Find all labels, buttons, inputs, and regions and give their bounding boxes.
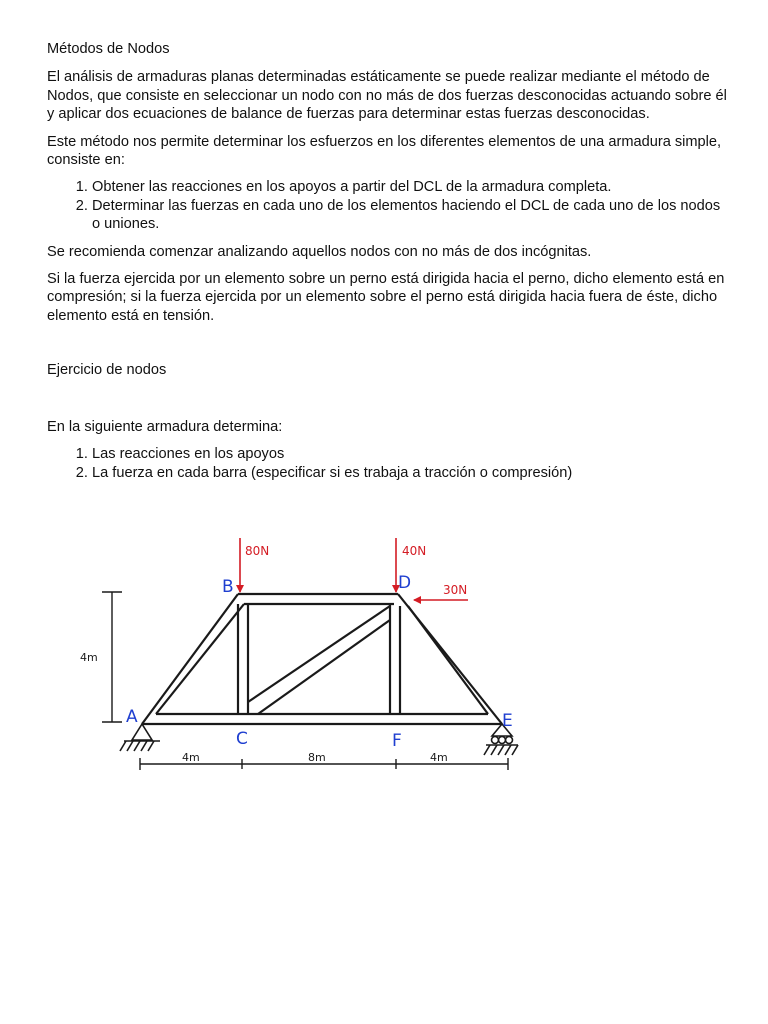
load-d-horizontal-label: 30N [443,583,468,597]
tasks-list [47,445,727,482]
height-dimension [102,592,122,722]
dim-height-label: 4m [80,651,98,664]
section-title-metodos: Métodos de Nodos [47,41,170,57]
document-page [47,40,727,491]
steps-list [47,178,727,233]
node-label-e: E [502,711,513,731]
node-label-f: F [392,731,402,751]
support-e [484,724,518,755]
truss-diagram [80,522,576,792]
member-de-inner [408,606,488,714]
node-label-c: C [236,729,248,749]
member-cd-lower [258,620,390,714]
list-item: 1. Las reacciones en los apoyos [92,445,727,463]
paragraph-exercise-intro: En la siguiente armadura determina: [47,418,283,435]
truss-members [142,594,502,724]
list-item: 2. La fuerza en cada barra (especificar si es trabaja a tracción o compresión) [92,464,727,482]
load-d-label: 40N [402,544,427,558]
node-label-a: A [126,707,138,727]
paragraph-recommendation: Se recomienda comenzar analizando aquellos nodos con no más de dos incógnitas. [47,243,592,260]
dim-ac-label: 4m [182,751,200,764]
support-a [120,724,160,751]
member-cd-upper [248,606,390,702]
dim-cf-label: 8m [308,751,326,764]
member-ab-outer [142,594,238,724]
paragraph-method: Este método nos permite determinar los esfuerzos en los diferentes elementos de una armadura simple, consiste en: [47,133,722,169]
load-b-label: 80N [245,544,270,558]
list-item: 2. Determinar las fuerzas en cada uno de los elementos haciendo el DCL de cada uno de los nodos o uniones. [92,197,727,234]
node-label-b: B [222,577,234,597]
dim-fe-label: 4m [430,751,448,764]
member-ab-inner [156,604,244,714]
paragraph-compression-tension: Si la fuerza ejercida por un elemento sobre un perno está dirigida hacia el perno, dicho elemento está en compresión; si la fuerza ejercida por un elemento sobre el perno está dirigida hacia fuera de éste, dicho elemento está en tensión. [47,271,725,324]
section-title-ejercicio: Ejercicio de nodos [47,362,167,379]
node-label-d: D [398,573,412,593]
paragraph-intro: El análisis de armaduras planas determinadas estáticamente se puede realizar mediante el método de Nodos, que consiste en seleccionar un nodo con no más de dos fuerzas desconocidas actuando sobre él y aplicar dos ecuaciones de balance de fuerzas para determinar estas fuerzas desconocidas. [47,69,727,123]
list-item: 1. Obtener las reacciones en los apoyos a partir del DCL de la armadura completa. [92,178,727,196]
